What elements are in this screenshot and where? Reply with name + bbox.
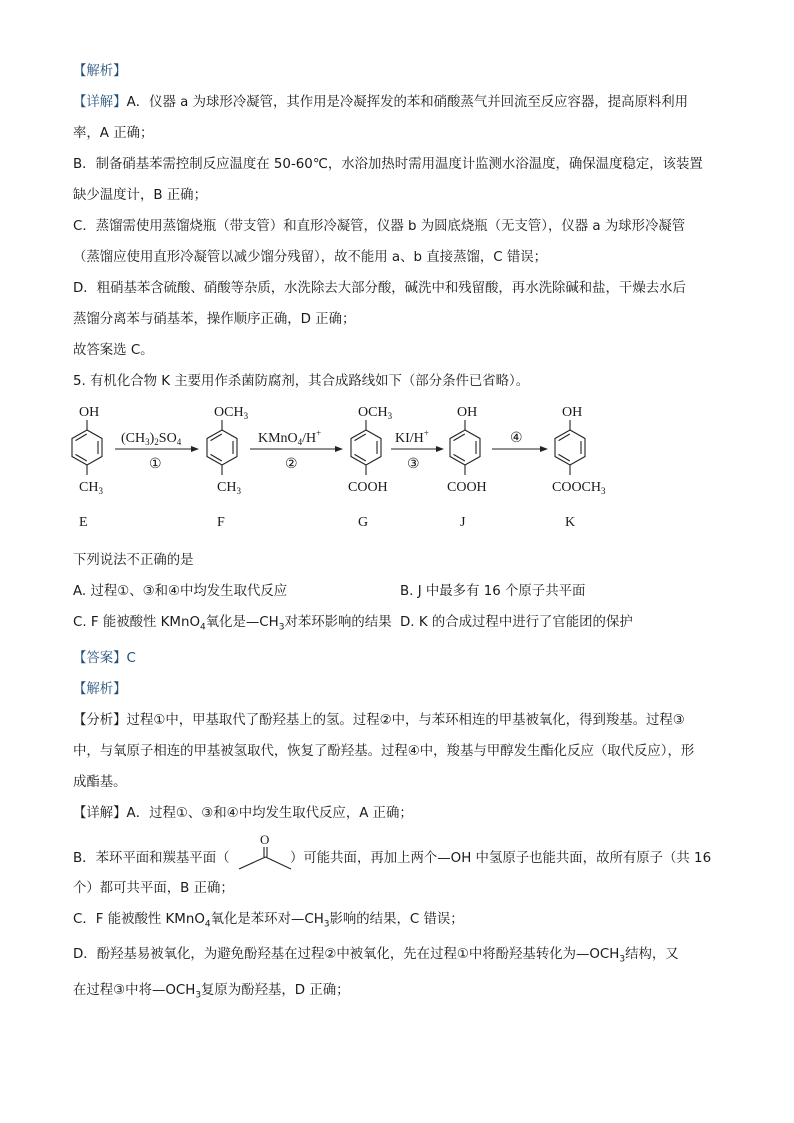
answer-5: 【答案】C — [73, 650, 136, 666]
step-3-number: ③ — [407, 457, 420, 472]
option-b[interactable]: B. J 中最多有 16 个原子共平面 — [400, 584, 586, 599]
answer-4: 故答案选 C。 — [73, 343, 154, 358]
detail-c-line1: C．蒸馏需使用蒸馏烧瓶（带支管）和直形冷凝管，仪器 b 为圆底烧瓶（无支管），仪器 a 为球形冷凝管 — [73, 219, 686, 234]
benzene-ring-j — [450, 420, 480, 475]
detail-d-line2: 蒸馏分离苯与硝基苯，操作顺序正确，D 正确； — [73, 312, 356, 327]
question-5: 5. 有机化合物 K 主要用作杀菌防腐剂，其合成路线如下（部分条件已省略）。 — [73, 374, 530, 389]
section-analysis-tag-2: 【解析】 — [73, 681, 127, 697]
k-label: K — [565, 515, 576, 530]
reagent-1: $(CH_3)_2SO_4$ — [121, 431, 182, 447]
g-bottom-group: COOH — [348, 480, 388, 495]
reagent-2: KMnO$_4$/H+ — [258, 428, 322, 447]
k-bottom-group: $COOCH_3$ — [552, 480, 606, 496]
g-label: G — [358, 515, 369, 530]
k-top-group: OH — [562, 405, 583, 420]
arrowhead-1 — [191, 446, 199, 452]
analysis-line1: 【分析】过程①中，甲基取代了酚羟基上的氢。过程②中，与苯环相连的甲基被氧化，得到羧基。过程③ — [73, 712, 685, 728]
arrowhead-3 — [436, 446, 444, 452]
e-label: E — [79, 515, 88, 530]
detail5-d-line1: D．酚羟基易被氧化，为避免酚羟基在过程②中被氧化，先在过程①中将酚羟基转化为$—OCH_3$结构，又 — [73, 947, 679, 966]
benzene-ring-e — [72, 420, 102, 475]
synthesis-scheme — [73, 403, 723, 539]
benzene-ring-g — [351, 420, 381, 475]
arrowhead-2 — [335, 446, 343, 452]
f-bottom-group: $CH_3$ — [217, 480, 241, 496]
j-top-group: OH — [457, 405, 478, 420]
question-5-prompt: 下列说法不正确的是 — [73, 553, 194, 568]
g-top-group: $OCH_3$ — [358, 405, 393, 421]
step-1-number: ① — [149, 457, 162, 472]
detail-b-line2: 缺少温度计，B 正确； — [73, 188, 207, 203]
e-bottom-group: $CH_3$ — [79, 480, 103, 496]
f-label: F — [217, 515, 225, 530]
option-a[interactable]: A. 过程①、③和④中均发生取代反应 — [73, 584, 288, 599]
detail5-b-line2: 个）都可共平面，B 正确； — [73, 880, 234, 896]
detail-b-line1: B．制备硝基苯需控制反应温度在 50-60℃，水浴加热时需用温度计监测水浴温度，确保温度稳定，该装置 — [73, 157, 703, 172]
detail5-d-line2: 在过程③中将$—OCH_3$复原为酚羟基，D 正确； — [73, 983, 350, 1001]
detail5-c: C．F 能被酸性 KMnO$_4$氧化是苯环对$—CH_3$影响的结果，C 错误； — [73, 911, 464, 930]
options-row-1 — [73, 582, 723, 602]
carbonyl-oxygen-label: O — [260, 831, 270, 847]
detail-a-line2: 率，A 正确； — [73, 126, 154, 141]
carbonyl-structure-icon — [233, 831, 295, 871]
option-d[interactable]: D. K 的合成过程中进行了官能团的保护 — [400, 615, 633, 630]
detail5-a: 【详解】A．过程①、③和④中均发生取代反应，A 正确； — [73, 805, 413, 821]
section-analysis-tag: 【解析】 — [73, 64, 127, 79]
reagent-3: KI/H+ — [395, 428, 429, 446]
e-top-group: OH — [79, 405, 100, 420]
detail-a-line1: 【详解】A．仪器 a 为球形冷凝管，其作用是冷凝挥发的苯和硝酸蒸气并回流至反应容器，提高原料利用 — [73, 95, 689, 110]
detail-d-line1: D．粗硝基苯含硫酸、硝酸等杂质，水洗除去大部分酸，碱洗中和残留酸，再水洗除碱和盐，干燥去水后 — [73, 281, 686, 296]
detail-c-line2: （蒸馏应使用直形冷凝管以减少馏分残留），故不能用 a、b 直接蒸馏，C 错误； — [73, 250, 548, 265]
analysis-line2: 中，与氧原子相连的甲基被氢取代，恢复了酚羟基。过程④中，羧基与甲醇发生酯化反应（取代反应），形 — [73, 743, 695, 759]
synthesis-route-diagram — [67, 403, 707, 539]
step-4-number: ④ — [510, 431, 523, 446]
benzene-ring-f — [207, 420, 237, 475]
f-top-group: $OCH_3$ — [214, 405, 249, 421]
step-2-number: ② — [285, 457, 298, 472]
arrowhead-4 — [540, 446, 548, 452]
benzene-ring-k — [555, 420, 585, 475]
detail5-b-line1: B．苯环平面和羰基平面（ O ）可能共面，再加上两个—OH 中氢原子也能共面，故所有原子（共 16 — [73, 835, 723, 875]
j-bottom-group: COOH — [447, 480, 487, 495]
analysis-line3: 成酯基。 — [73, 774, 127, 790]
j-label: J — [460, 515, 466, 530]
options-row-2 — [73, 613, 723, 638]
document-page — [73, 62, 723, 1017]
option-c[interactable]: C. F 能被酸性 KMnO$_4$氧化是$—CH_3$对苯环影响的结果 — [73, 615, 392, 633]
